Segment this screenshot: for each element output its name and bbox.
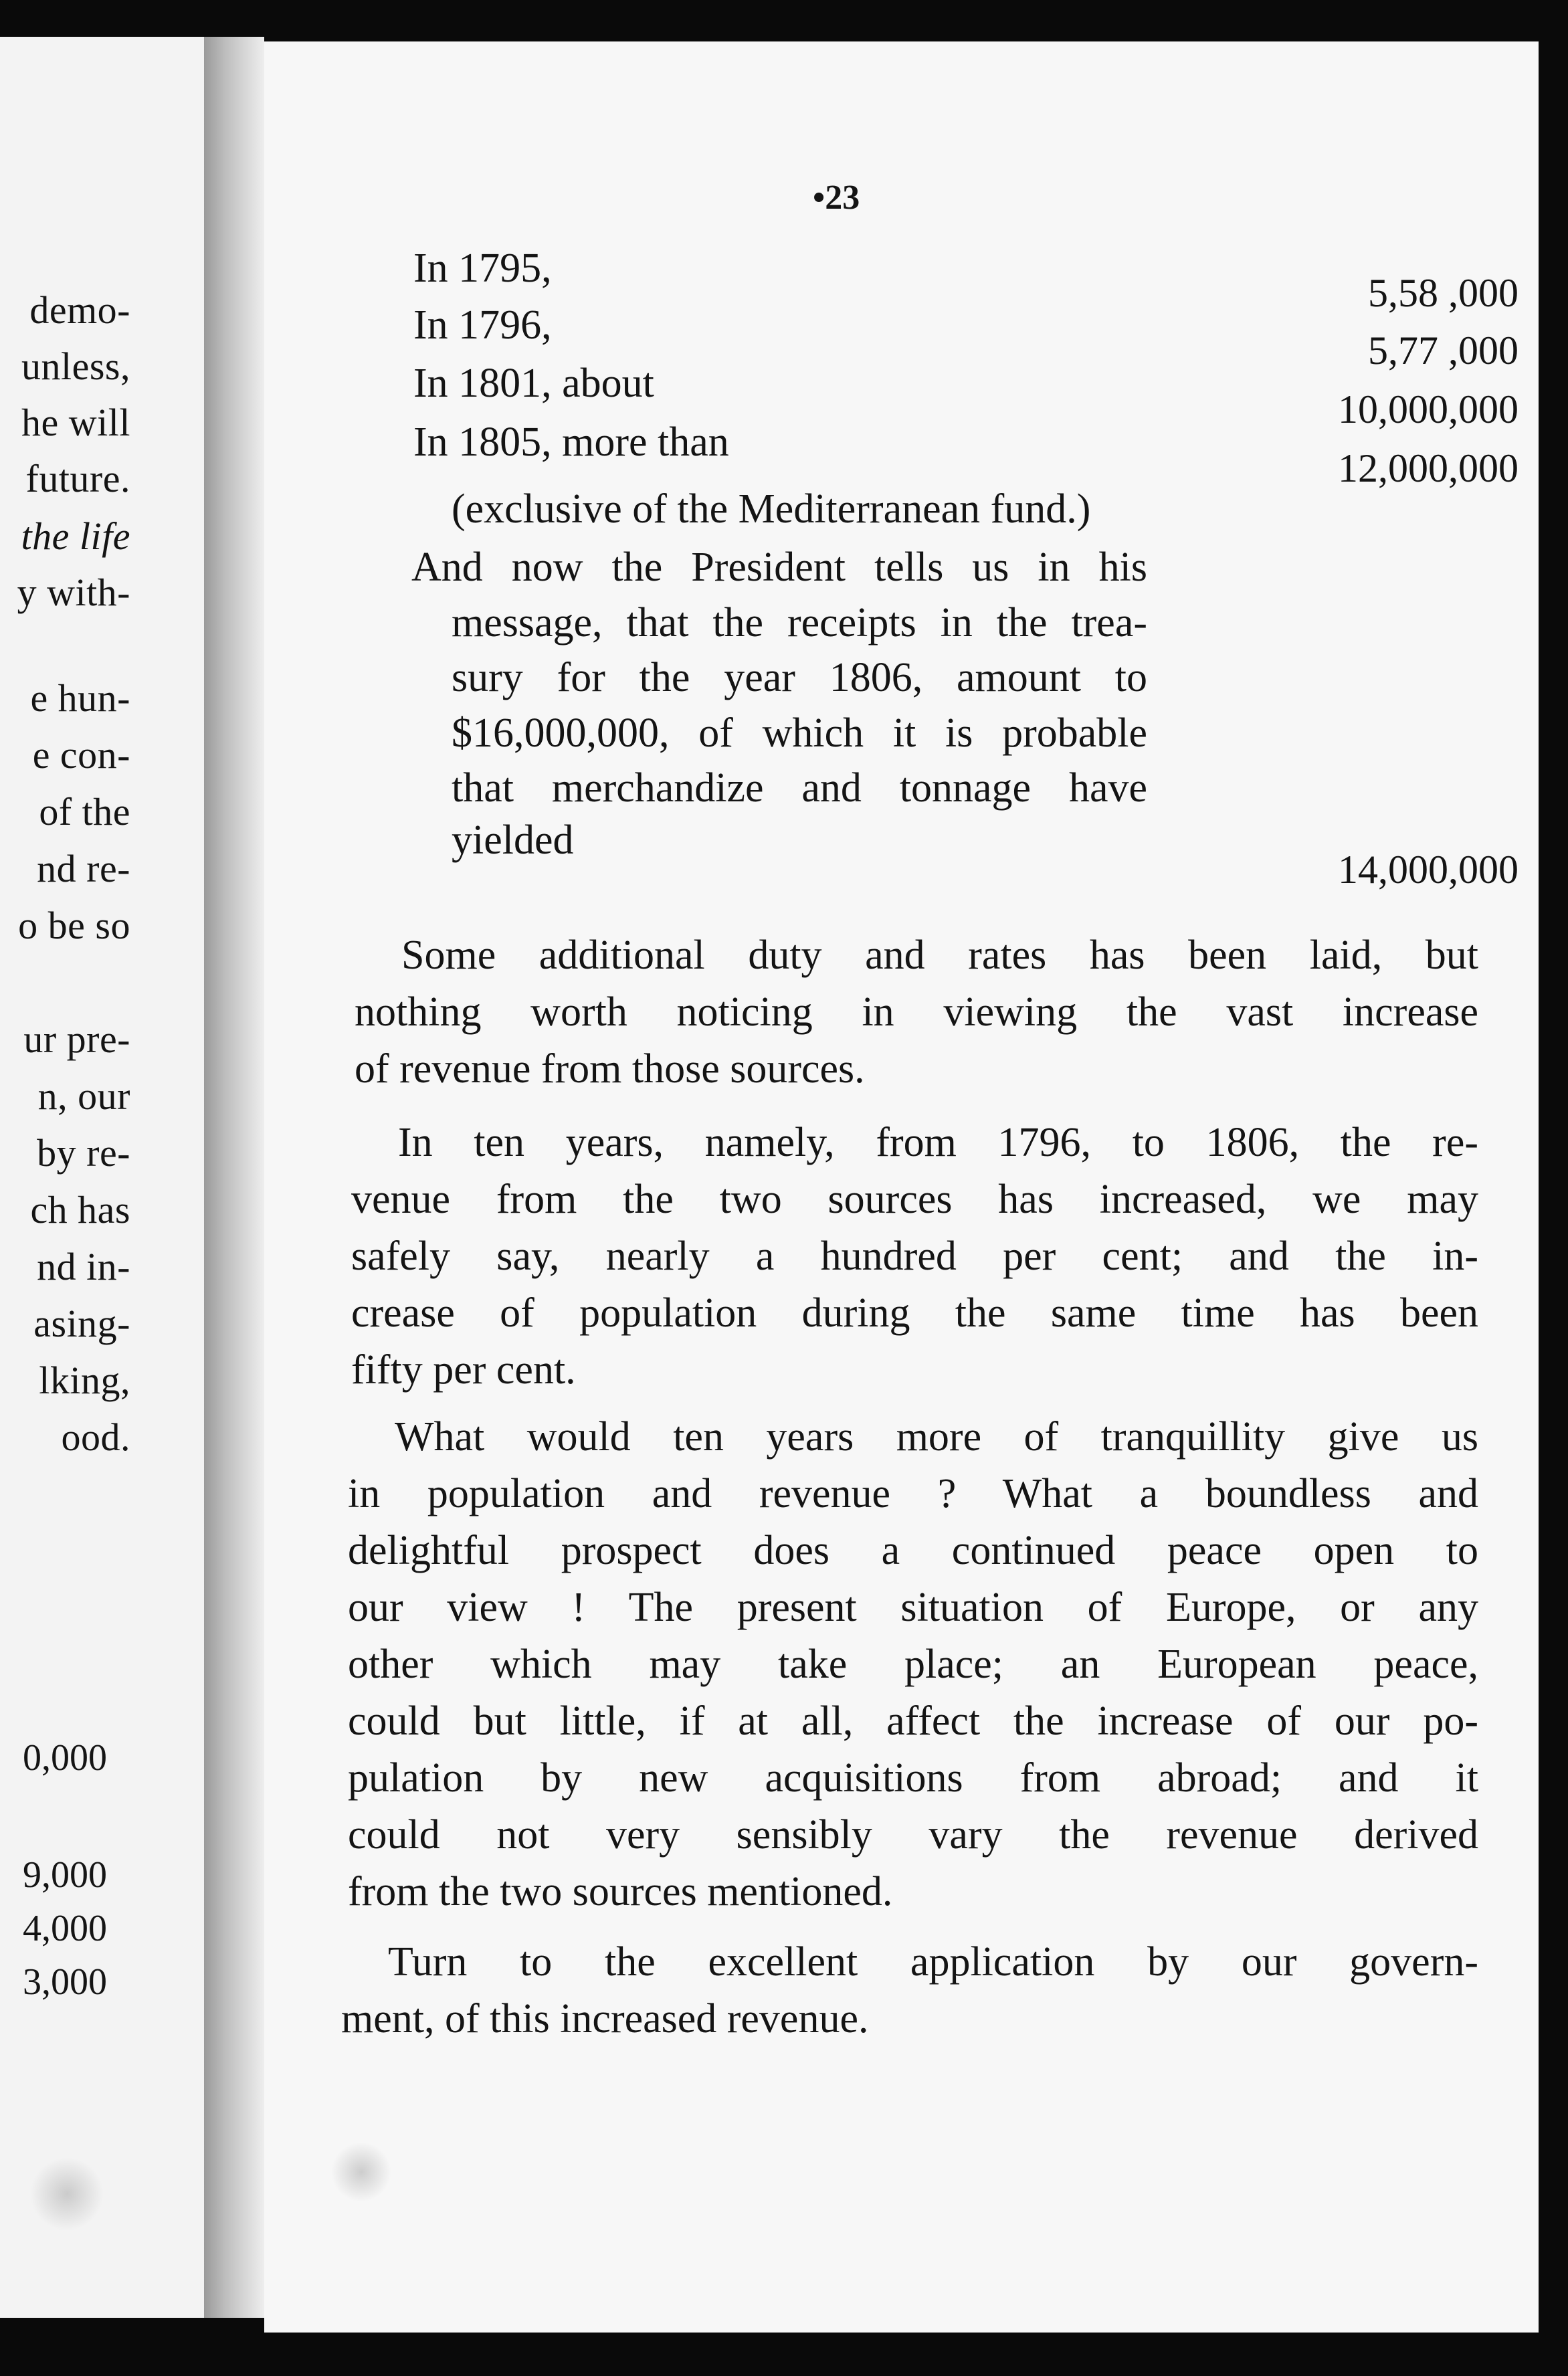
paragraph-line: ment, of this increased revenue. [341,1996,869,2042]
left-fragment: demo- [29,288,130,332]
left-fragment: asing- [33,1302,130,1345]
paragraph-line: fifty per cent. [351,1347,576,1393]
table-row-label: In 1796, [413,302,552,348]
paragraph-line: could not very sensibly vary the revenue derived [348,1812,1478,1858]
paragraph-line: Turn to the excellent application by our govern- [388,1939,1478,1985]
left-fragment: ur pre- [23,1017,130,1061]
paragraph-line: pulation by new acquisitions from abroad; and it [348,1755,1478,1801]
paragraph-line: venue from the two sources has increased, we may [351,1177,1478,1222]
president-amount: 14,000,000 [1338,848,1518,892]
left-fragment: lking, [39,1359,130,1402]
paragraph-line: from the two sources mentioned. [348,1869,893,1914]
ink-smudge [331,2142,391,2202]
text-line: message, that the receipts in the trea- [452,600,1147,646]
paragraph-line: could but little, if at all, affect the increase of our po- [348,1698,1478,1744]
page-number: •23 [813,179,860,217]
left-fragment: ood. [61,1415,130,1459]
paragraph-line: crease of population during the same time has been [351,1290,1478,1336]
table-row-label: In 1795, [413,245,552,291]
table-row-label: In 1801, about [413,361,654,406]
paragraph-line: delightful prospect does a continued peace open to [348,1528,1478,1573]
right-page [264,41,1539,2333]
left-fragment: he will [21,401,130,444]
text-line: sury for the year 1806, amount to [452,655,1147,700]
paragraph-line: What would ten years more of tranquillity give us [395,1414,1478,1460]
text-line: And now the President tells us in his [411,544,1147,590]
left-number: 9,000 [23,1854,107,1896]
left-fragment: n, our [37,1074,130,1118]
left-fragment: e con- [32,733,130,777]
left-number: 4,000 [23,1908,107,1949]
left-fragment: e hun- [30,676,130,720]
text-line: that merchandize and tonnage have [452,765,1147,811]
table-row-amount: 5,77 ,000 [1368,328,1518,373]
table-note: (exclusive of the Mediterranean fund.) [452,486,1091,532]
paragraph-line: safely say, nearly a hundred per cent; and the in- [351,1233,1478,1279]
paragraph-line: In ten years, namely, from 1796, to 1806, the re- [398,1120,1478,1165]
table-row-amount: 12,000,000 [1338,446,1518,490]
paragraph-line: our view ! The present situation of Europe, or any [348,1585,1478,1630]
left-fragment: nd re- [37,847,130,890]
paragraph-line: nothing worth noticing in viewing the vast increase [355,989,1478,1035]
paragraph-line: other which may take place; an European peace, [348,1642,1478,1687]
table-row-amount: 5,58 ,000 [1368,271,1518,315]
left-fragment: future. [25,457,130,500]
paragraph-line: Some additional duty and rates has been laid, but [401,932,1478,978]
table-row-label: In 1805, more than [413,419,729,465]
left-fragment: of the [39,790,130,833]
left-fragment: o be so [18,904,130,947]
left-fragment: unless, [21,344,130,388]
left-number: 0,000 [23,1737,107,1779]
paragraph-line: of revenue from those sources. [355,1046,865,1092]
left-fragment: nd in- [37,1245,130,1288]
text-line: $16,000,000, of which it is probable [452,710,1147,756]
left-fragment: by re- [37,1131,130,1175]
left-fragment: the life [21,514,130,558]
text-line: yielded [452,817,574,863]
ink-smudge [30,2157,104,2231]
left-number: 3,000 [23,1961,107,2003]
paragraph-line: in population and revenue ? What a boundless and [348,1471,1478,1516]
left-fragment: y with- [17,571,130,614]
book-gutter [204,37,264,2318]
table-row-amount: 10,000,000 [1338,387,1518,431]
left-page [0,37,204,2318]
left-fragment: ch has [30,1188,130,1231]
